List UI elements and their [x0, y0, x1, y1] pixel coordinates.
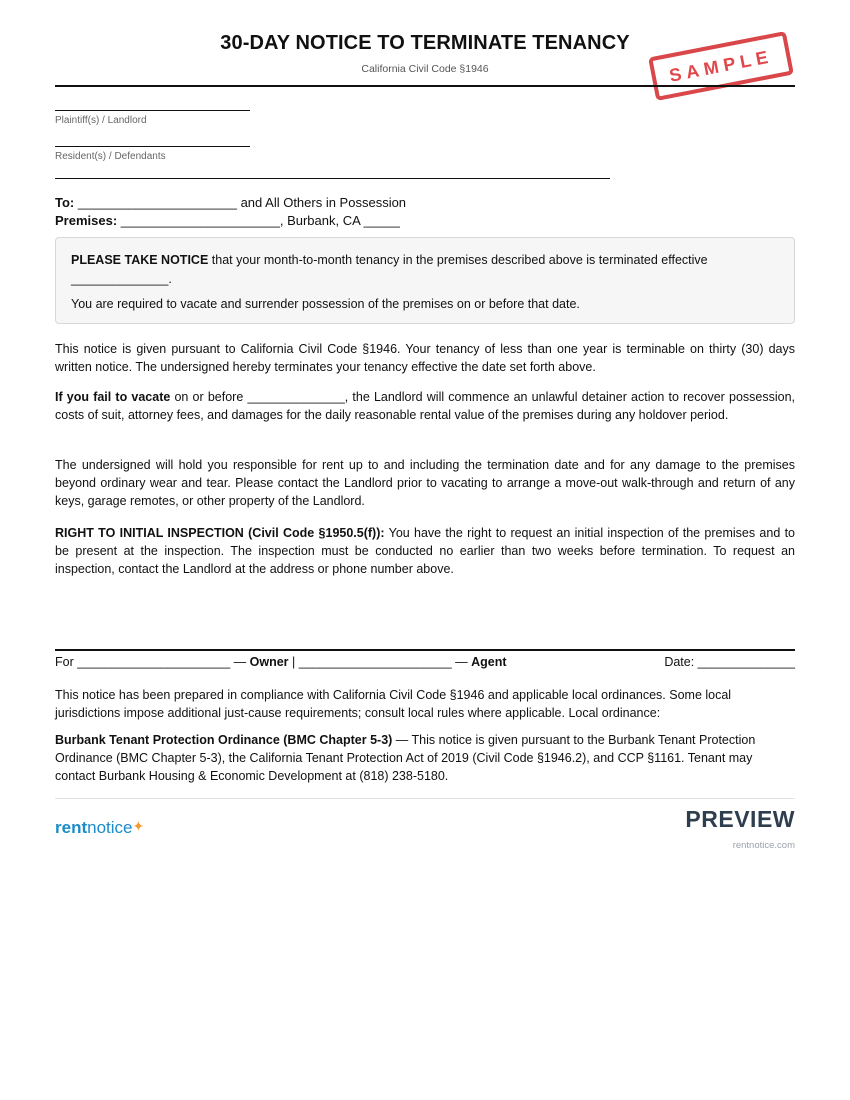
signature-row [55, 655, 795, 669]
ordinance-lead: Burbank Tenant Protection Ordinance (BMC Chapter 5-3) [55, 733, 393, 747]
notice-lead: PLEASE TAKE NOTICE [71, 253, 209, 267]
premises-city: , Burbank, CA _____ [279, 213, 400, 228]
signature-owner: Owner [249, 655, 289, 669]
to-suffix: and All Others in Possession [240, 195, 407, 210]
to-line [55, 195, 406, 210]
inspection-lead: RIGHT TO INITIAL INSPECTION (Civil Code §1950.5(f)): [55, 526, 385, 540]
notice-box [55, 237, 795, 324]
signature-agent: Agent [471, 655, 507, 669]
preview-label: PREVIEW [685, 806, 795, 832]
to-blank: ______________________ [77, 195, 237, 210]
plaintiff-line [55, 110, 250, 111]
premises-blank: ______________________ [120, 213, 280, 228]
premises-label: Premises: [55, 213, 118, 228]
plaintiff-label: Plaintiff(s) / Landlord [55, 115, 147, 126]
logo-bold: rent [55, 818, 88, 837]
document-subtitle: California Civil Code §1946 [361, 63, 489, 75]
signature-date: Date: ______________ [664, 655, 795, 669]
logo-rest: notice [87, 818, 133, 837]
responsibility-paragraph: The undersigned will hold you responsible for rent up to and including the termination date and for any damage to the premises beyond ordinary wear and tear. Please contact the Landlord prior to vacating to arrange a move-out walk-through and return of any keys, garage remotes, or other property of the Landlord. [55, 458, 795, 508]
fail-to-vacate-text: on or before ______________, the Landlord will commence an unlawful detainer action to recover possession, costs of suit, attorney fees, and damages for the daily reasonable rental value of the premises during any holdover period. [55, 390, 795, 422]
rentnotice-logo[interactable] [55, 818, 144, 838]
inspection-text: You have the right to request an initial inspection of the premises and to be present at the inspection. The inspection must be conducted no earlier than two weeks before termination. To request an inspection, contact the Landlord at the address or phone number above. [55, 526, 795, 576]
signature-separator: | ______________________ — [292, 655, 468, 669]
signature-divider [55, 649, 795, 651]
footer-divider [55, 798, 795, 799]
document-title: 30-DAY NOTICE TO TERMINATE TENANCY [220, 32, 630, 54]
notice-text: that your month-to-month tenancy in the premises described above is terminated effective ______________. [71, 253, 708, 286]
vacate-statement: You are required to vacate and surrender possession of the premises on or before that date. [71, 297, 580, 311]
notice-statement [71, 251, 779, 289]
notice-page [55, 0, 795, 1100]
caption-divider [55, 178, 610, 179]
compliance-paragraph: This notice has been prepared in compliance with California Civil Code §1946 and applicable local ordinances. Some local jurisdictions impose additional just-cause requirements; consult local rules where applicable. Local ordinance: [55, 688, 732, 720]
fail-to-vacate-paragraph [55, 388, 795, 424]
civil-code-paragraph: This notice is given pursuant to California Civil Code §1946. Your tenancy of less than one year is terminable on thirty (30) days written notice. The undersigned hereby terminates your tenancy effective the date set forth above. [55, 342, 795, 374]
site-link[interactable]: rentnotice.com [732, 840, 795, 851]
sparkle-icon: ✦ [132, 818, 145, 834]
ordinance-text: — This notice is given pursuant to the Burbank Tenant Protection Ordinance (BMC Chapter 5-3), the California Tenant Protection Act of 2019 (Civil Code §1946.2), and CCP §1161. Tenant may contact Burbank Housing & Economic Development at (818) 238-5180. [55, 733, 756, 783]
inspection-paragraph [55, 524, 795, 578]
sample-stamp: SAMPLE [648, 31, 794, 101]
resident-line [55, 146, 250, 147]
header-divider [55, 85, 795, 87]
fail-to-vacate-lead: If you fail to vacate [55, 390, 171, 404]
signature-for: For ______________________ — [55, 655, 247, 669]
ordinance-paragraph [55, 731, 795, 785]
resident-label: Resident(s) / Defendants [55, 151, 166, 162]
to-label: To: [55, 195, 75, 210]
premises-line [55, 213, 400, 228]
